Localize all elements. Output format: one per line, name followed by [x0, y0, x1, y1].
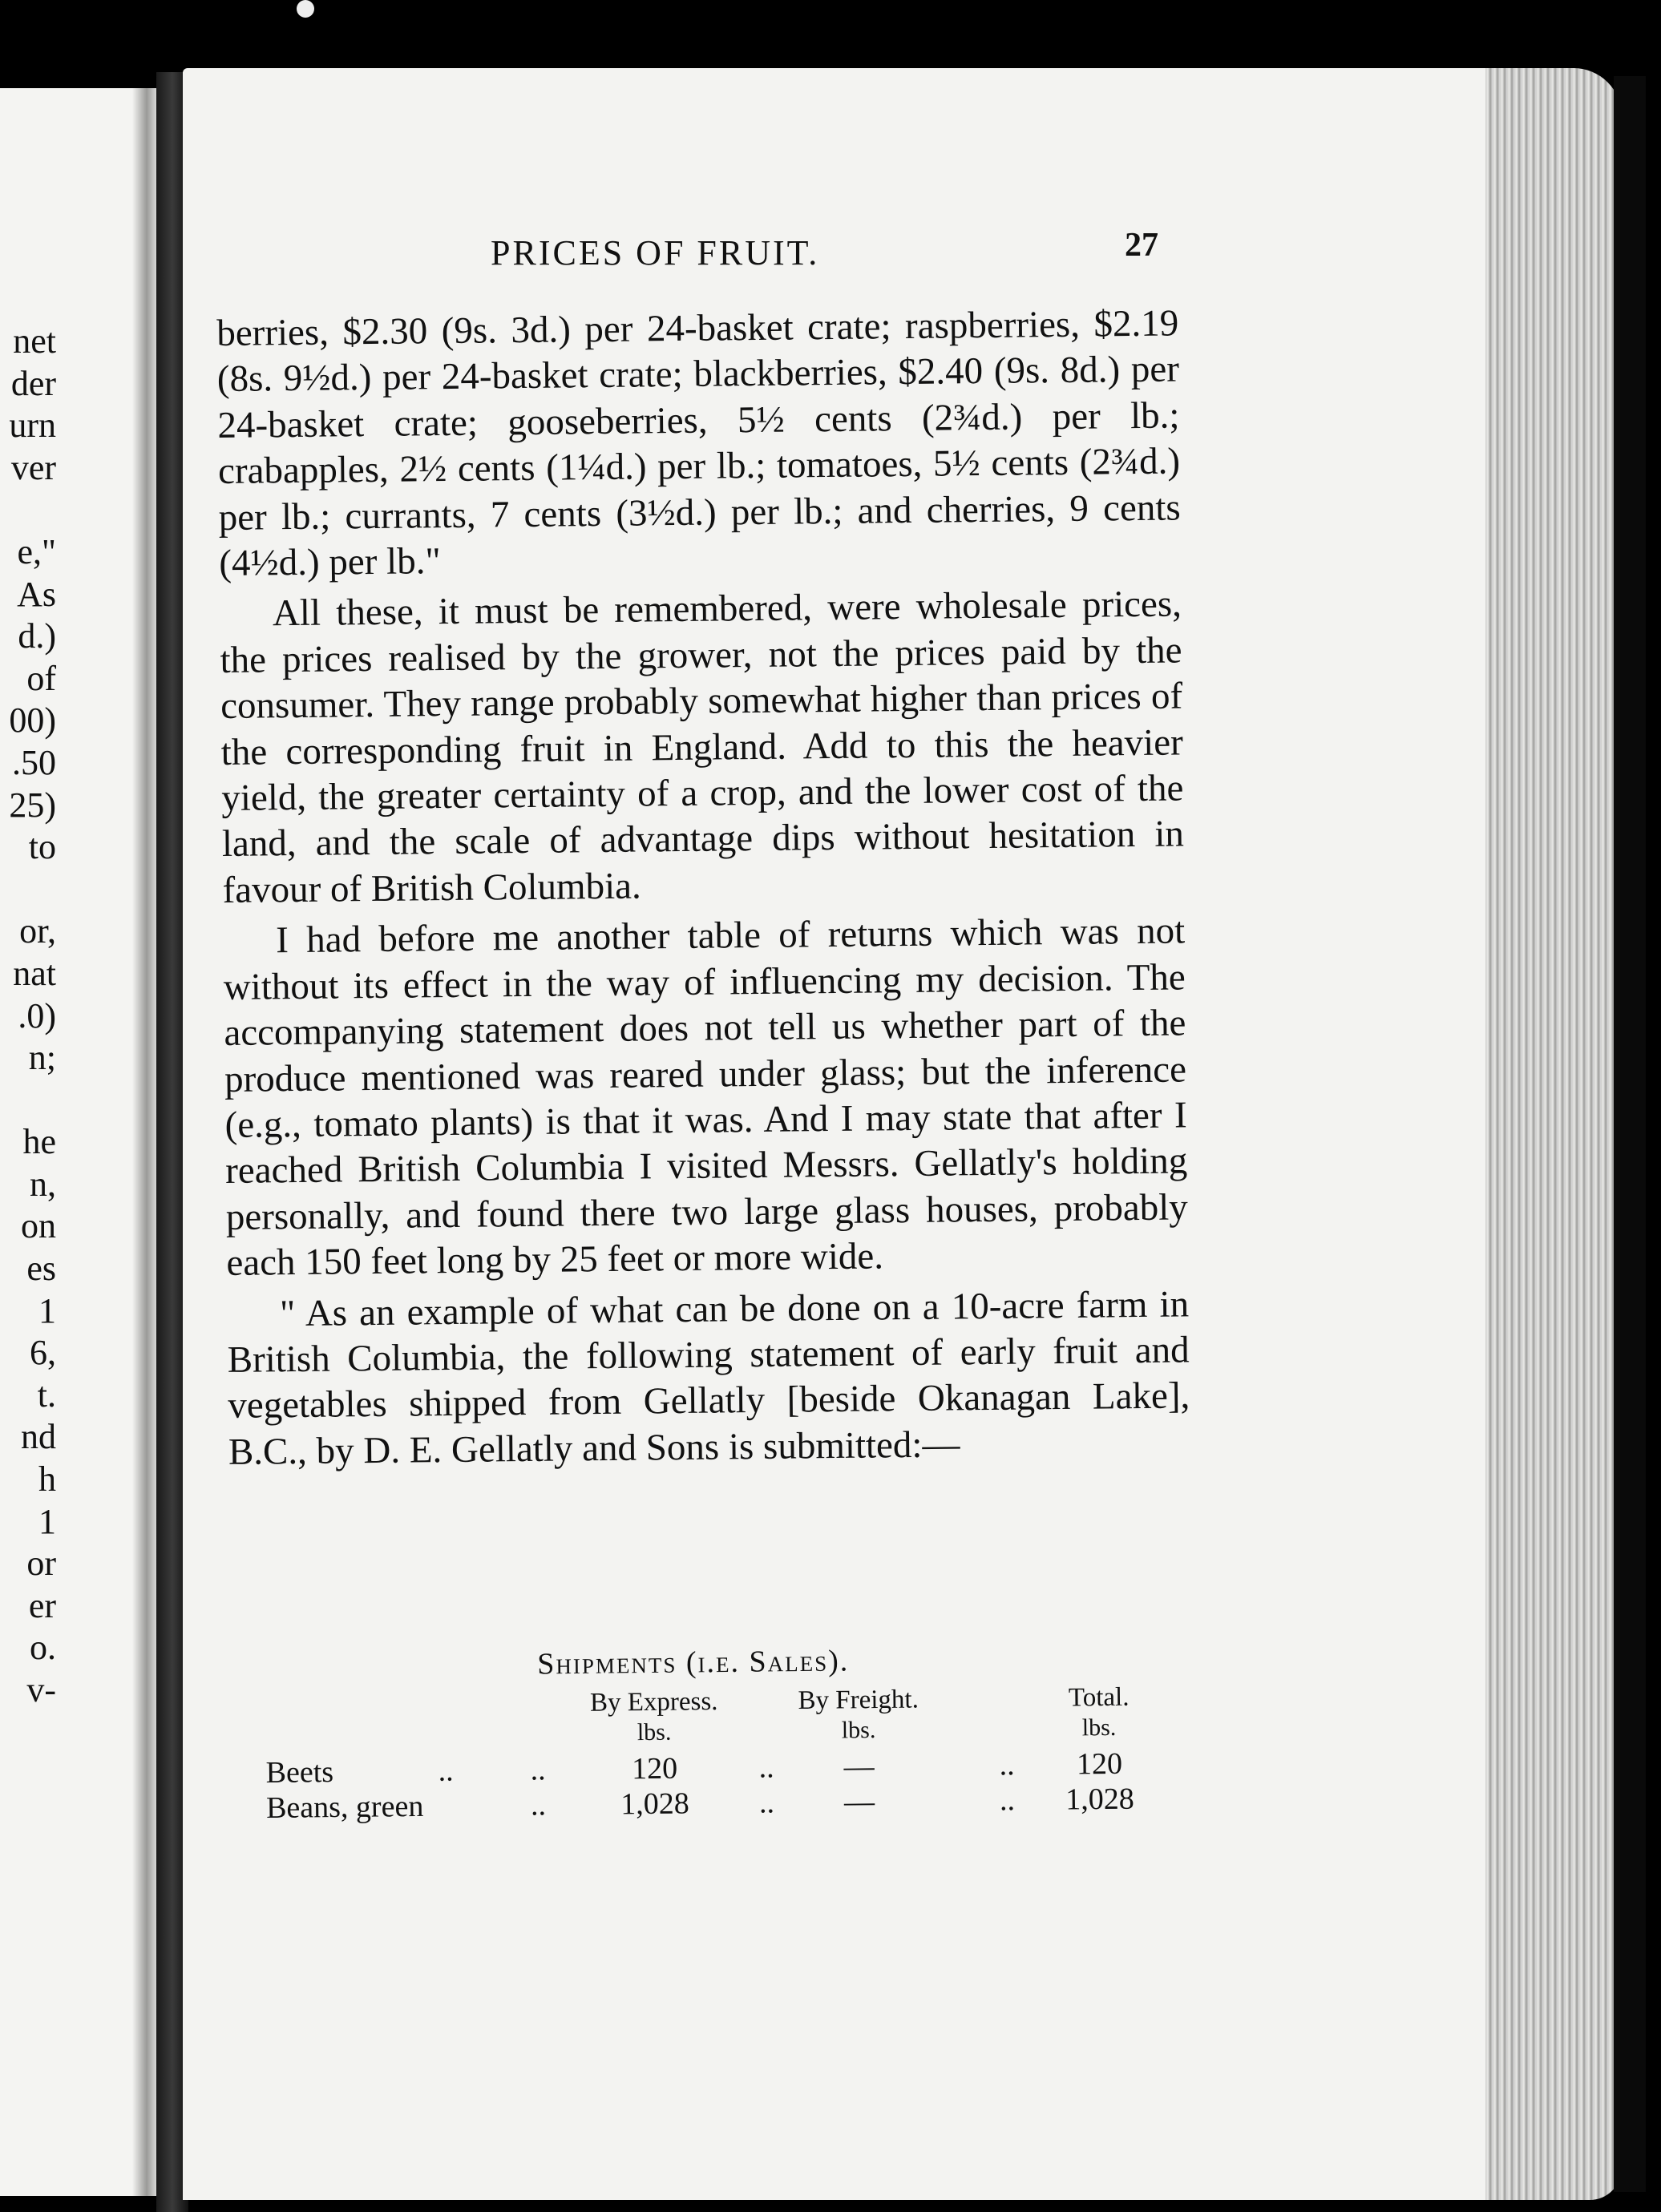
paragraph-table-of-returns: I had before me another table of returns which was not without its effect in the way of influencing my decision. The accompanying statement does not tell us whether part of the produce mentioned was reared under glass; but the inference (e.g., tomato plants) is that it was. And I may state that after I reached British Columbia I visited Messrs. Gellatly's holding personally, and found there two large glass houses, probably each 150 feet long by 25 feet or more wide.: [223, 910, 1189, 1285]
page-number: 27: [1125, 227, 1158, 264]
fragment-line: he: [22, 1122, 56, 1162]
body-text: [216, 301, 1190, 1475]
cell-total: 1,028: [1065, 1782, 1134, 1817]
gutter-shadow: [132, 88, 156, 2196]
column-header-express: [574, 1686, 735, 1749]
fragment-line: [0, 869, 56, 911]
row-leader: ..: [758, 1750, 774, 1785]
row-leader: ..: [438, 1754, 454, 1788]
column-label: Total.: [1068, 1682, 1130, 1713]
paragraph-continuation: berries, $2.30 (9s. 3d.) per 24-basket crate; raspberries, $2.19 (8s. 9½d.) per 24-basket crate; blackberries, $2.40 (9s. 8d.) per 24-basket crate; gooseberries, 5½ cents (2¾d.) per lb.; crabapples, 2½ cents (1¼d.) per lb.; tomatoes, 5½ cents (2¾d.) per lb.; currants, 7 cents (3½d.) per lb.; and cherries, 9 cents (4½d.) per lb.": [216, 302, 1181, 585]
column-header-freight: [778, 1684, 940, 1746]
fragment-line: d.): [18, 616, 56, 656]
fragment-line: to: [28, 827, 56, 867]
fragment-line: .50: [12, 742, 56, 782]
fragment-line: der: [10, 363, 56, 403]
fragment-line: 1: [38, 1501, 56, 1541]
row-item: Beans, green: [265, 1789, 424, 1825]
column-unit: lbs.: [841, 1717, 876, 1744]
row-leader: ..: [999, 1783, 1016, 1818]
fragment-line: or,: [19, 911, 56, 951]
fragment-line: As: [17, 574, 56, 614]
fragment-line: [0, 489, 56, 531]
cell-freight: —: [843, 1750, 875, 1784]
fragment-line: net: [13, 321, 56, 361]
running-head: PRICES OF FRUIT.: [491, 233, 820, 272]
fragment-line: t.: [37, 1374, 56, 1415]
fragment-line: e,": [17, 531, 56, 571]
fragment-line: or: [26, 1544, 56, 1584]
page-edges: [1485, 68, 1622, 2200]
fragment-line: 00): [9, 700, 56, 741]
row-leader: ..: [530, 1788, 547, 1822]
fragment-line: n;: [28, 1038, 56, 1078]
paragraph-wholesale-prices: All these, it must be remembered, were wholesale prices, the prices realised by the grower, not the prices paid by the consumer. They range probably somewhat higher than prices of the corresponding fruit in England. Add to this the heavier yield, the greater certainty of a crop, and the lower cost of the land, and the scale of advantage dips without hesitation in favour of British Columbia.: [220, 583, 1185, 911]
column-unit: lbs.: [637, 1718, 672, 1746]
fragment-line: 6,: [30, 1333, 56, 1373]
fragment-line: urn: [9, 406, 56, 446]
column-header-total: [1034, 1681, 1163, 1744]
column-unit: lbs.: [1081, 1713, 1117, 1742]
fragment-line: o.: [30, 1628, 56, 1668]
row-item: Beets: [265, 1755, 334, 1790]
fragment-line: es: [26, 1249, 56, 1289]
fragment-line: on: [21, 1206, 56, 1246]
column-label: By Express.: [589, 1687, 718, 1718]
previous-page-sliver: [0, 88, 156, 2196]
row-leader: ..: [999, 1748, 1015, 1782]
fragment-line: nd: [21, 1417, 56, 1457]
fragment-line: of: [26, 658, 56, 698]
fragment-line: 1: [38, 1290, 56, 1330]
cell-total: 120: [1076, 1746, 1123, 1782]
fragment-line: 25): [9, 785, 56, 825]
cell-express: 1,028: [620, 1786, 690, 1822]
scan-artifact-dot: [297, 0, 314, 18]
fragment-line: ver: [10, 447, 56, 487]
fragment-line: n,: [30, 1164, 56, 1204]
previous-page-text-fragments: [0, 321, 56, 1712]
fragment-line: er: [28, 1585, 56, 1625]
fragment-line: .0): [18, 995, 56, 1035]
cell-express: 120: [631, 1751, 678, 1786]
cell-freight: —: [843, 1785, 875, 1819]
column-label: By Freight.: [798, 1685, 919, 1716]
fragment-line: [0, 1080, 56, 1122]
row-leader: ..: [758, 1786, 775, 1820]
table-title: Shipments (i.e. Sales).: [536, 1644, 850, 1681]
fragment-line: v-: [26, 1670, 56, 1709]
fragment-line: nat: [13, 953, 56, 993]
fragment-line: h: [38, 1459, 56, 1500]
paragraph-gellatly-quote: " As an example of what can be done on a 10-acre farm in British Columbia, the following statement of early fruit and vegetables shipped from Gellatly [beside Okanagan Lake], B.C., by D. E. Gellatly and Sons is submitted:—: [227, 1282, 1190, 1473]
row-leader: ..: [530, 1753, 546, 1787]
